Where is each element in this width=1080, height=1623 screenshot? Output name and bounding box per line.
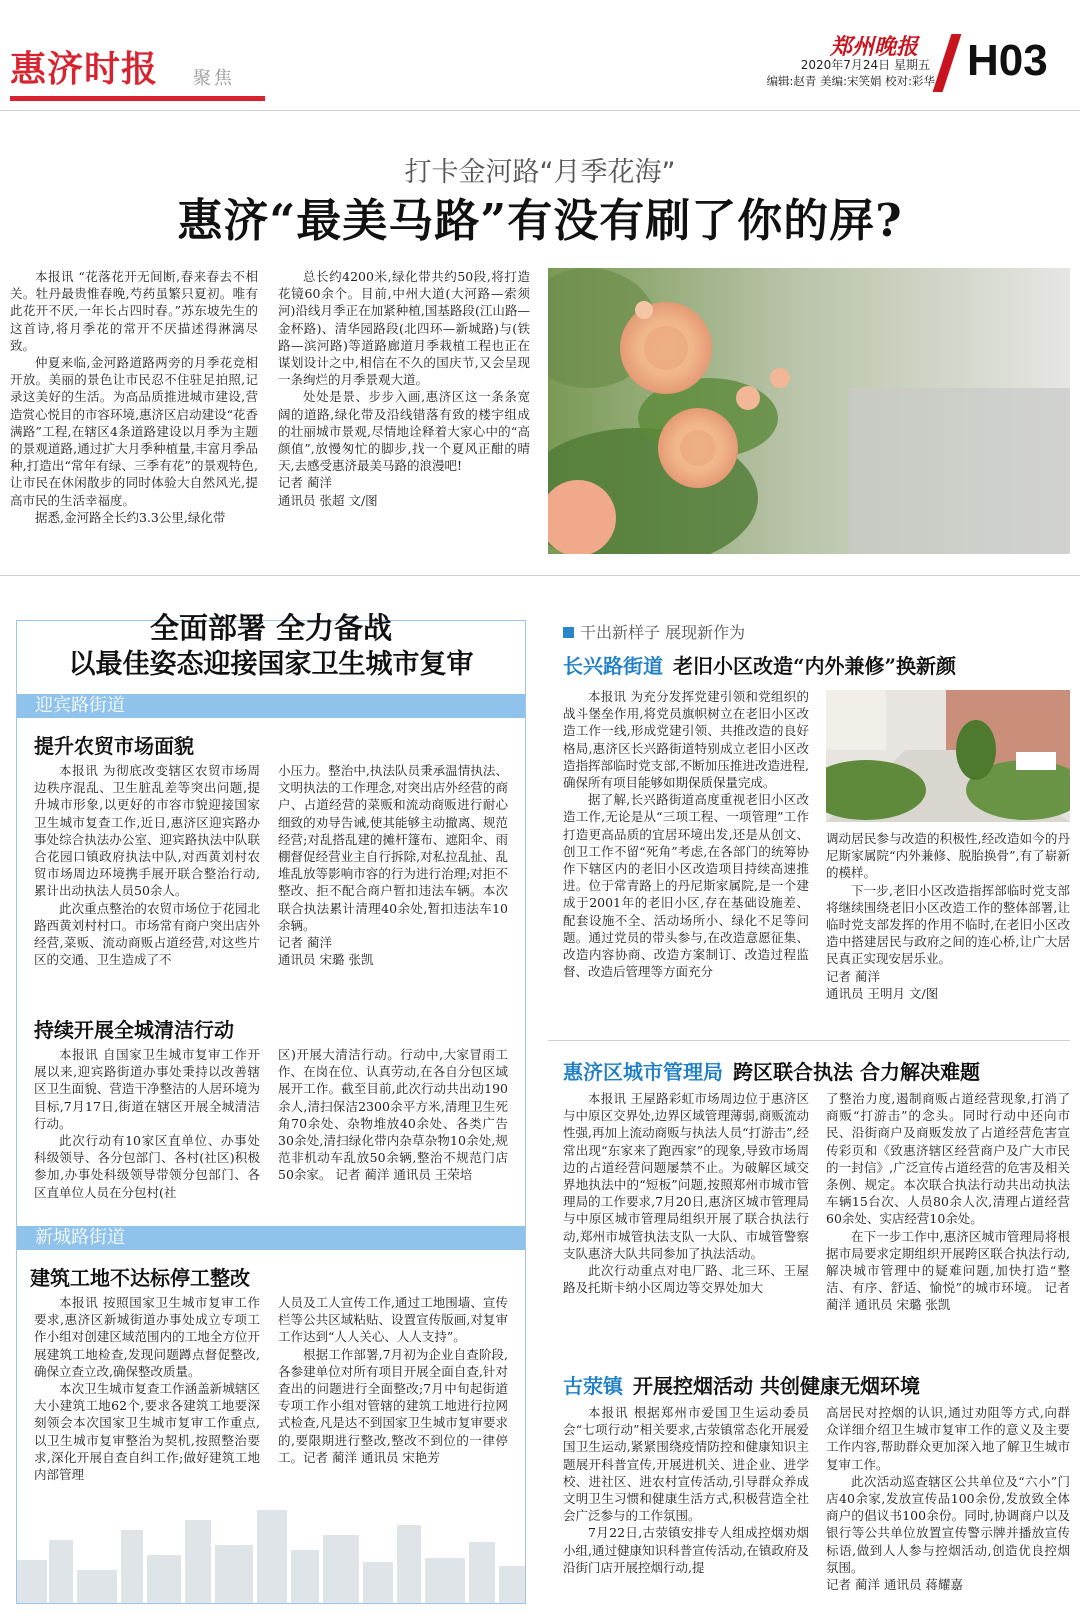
courtyard-photo bbox=[826, 690, 1070, 822]
paragraph: 仲夏来临,金河路道路两旁的月季花竞相开放。美丽的景色让市民忍不住驻足拍照,记录这美好的生活。为高品质推进城市建设,营造赏心悦目的市容环境,惠济区启动建设“花香满路”工程,在辖区4条道路建设以月季为主题的景观道路,通过扩大月季种植量,丰富月季品种,打造出“常年有绿、三季有花”的景观特色,让市民在休闲散步的同时体验大自然风光,提高市民的生活幸福度。 bbox=[10, 355, 258, 508]
urban-column-2 bbox=[826, 1090, 1070, 1340]
lead-headline: 惠济“最美马路”有没有刷了你的屏? bbox=[177, 194, 903, 247]
health-title-line1: 全面部署 全力备战 bbox=[149, 611, 393, 645]
editor-credits: 编辑:赵青 美编:宋笑娟 校对:彩华 bbox=[766, 74, 935, 88]
changxing-column-1 bbox=[563, 688, 809, 1028]
cleanup-column-2 bbox=[278, 1046, 508, 1206]
market-column-2 bbox=[278, 762, 508, 984]
article-headline-changxing bbox=[563, 650, 956, 679]
paragraph: 本次卫生城市复查工作涵盖新城辖区大小建筑工地62个,要求各建筑工地要深刻领会本次国家卫生城市复审工作重点,以卫生城市复审整治为契机,按照整治要求,深化开展自查自纠工作;做好建筑工地内部管理 bbox=[34, 1381, 260, 1483]
article-title: 开展控烟活动 共创健康无烟环境 bbox=[633, 1374, 920, 1398]
paragraph: 人员及工人宣传工作,通过工地围墙、宣传栏等公共区域粘贴、设置宣传版画,对复审工作达到“人人关心、人人支持”。 bbox=[278, 1295, 508, 1345]
health-title-line2: 以最佳姿态迎接国家卫生城市复审 bbox=[68, 649, 474, 680]
article-headline-guxing bbox=[563, 1370, 920, 1399]
lead-column-1 bbox=[10, 268, 258, 558]
guxing-column-1 bbox=[563, 1404, 809, 1614]
paragraph: 本报讯 按照国家卫生城市复审工作要求,惠济区新城街道办事处成立专项工作小组对创建区域范围内的工地全方位开展建筑工地检查,发现问题蹲点督促整改,确保立查立改,确保整改质量。 bbox=[34, 1295, 260, 1379]
byline: 通讯员 宋璐 张凯 bbox=[278, 952, 374, 968]
market-column-1 bbox=[34, 762, 260, 984]
paragraph: 此次活动巡查辖区公共单位及“六小”门店40余家,发放宣传品100余份,发放致全体商户的倡议书100余份。同时,协调商户以及银行等公共单位放置宣传警示牌并播放宣传标语,做到人人参与控烟活动,创造优良控烟氛围。 bbox=[826, 1473, 1070, 1575]
rose-photo bbox=[548, 268, 1070, 554]
article-title: 跨区联合执法 合力解决难题 bbox=[733, 1060, 980, 1084]
paragraph: 调动居民参与改造的积极性,经改造如今的丹尼斯家属院“内外兼修、脱胎换骨”,有了崭新的模样。 bbox=[826, 831, 1070, 881]
lead-kicker: 打卡金河路“月季花海” bbox=[404, 157, 676, 188]
issue-date: 2020年7月24日 星期五 bbox=[800, 58, 930, 72]
page-slash-mark bbox=[933, 34, 962, 92]
paragraph: 本报讯 为充分发挥党建引领和党组织的战斗堡垒作用,将党员旗帜树立在老旧小区改造工作一线,形成党建引领、共推改造的良好格局,惠济区长兴路街道特别成立老旧小区改造指挥部临时党支部,不断加压推进改造进程,确保所有项目能够如期保质保量完成。 bbox=[563, 689, 809, 791]
unit-name: 古荥镇 bbox=[563, 1374, 623, 1398]
construction-column-1 bbox=[34, 1294, 260, 1500]
paragraph: 此次行动有10家区直单位、办事处科级领导、各分包部门、各村(社区)积极参加,办事处科级领导带领分包部门、各区直单位人员在分包村(社 bbox=[34, 1133, 260, 1200]
section-band-xincheng: 新城路街道 bbox=[17, 1226, 525, 1250]
section-divider bbox=[0, 575, 1080, 576]
masthead-underline bbox=[10, 96, 265, 101]
article-divider bbox=[548, 1040, 1070, 1041]
paragraph: 在下一步工作中,惠济区城市管理局将根据市局要求定期组织开展跨区联合执法行动,解决城市管理中的疑难问题,加快打造“整洁、有序、舒适、愉悦”的城市环境。 记者 蔺洋 通讯员 宋璐 张凯 bbox=[826, 1228, 1070, 1313]
section-band-yingbin: 迎宾路街道 bbox=[17, 694, 525, 718]
brand-title: 惠济时报 bbox=[10, 48, 159, 90]
column-tag-label: 干出新样子 展现新作为 bbox=[580, 623, 746, 642]
tag-square-icon bbox=[563, 627, 574, 638]
byline: 通讯员 王明月 文/图 bbox=[826, 985, 939, 1001]
paragraph: 本报讯 “花落花开无间断,春来春去不相关。牡丹最贵惟春晚,芍药虽繁只夏初。唯有此花开不厌,一年长占四时春。”苏东坡先生的这首诗,将月季花的常开不厌描述得淋漓尽致。 bbox=[10, 269, 258, 353]
construction-column-2 bbox=[278, 1294, 508, 1500]
cleanup-column-1 bbox=[34, 1046, 260, 1206]
paragraph: 此次重点整治的农贸市场位于花园北路西黄刘村村口。市场常有商户突出店外经营,菜贩、流动商贩占道经营,对这些片区的交通、卫生造成了不 bbox=[34, 900, 260, 968]
byline: 记者 蔺洋 bbox=[278, 475, 332, 491]
paragraph: 根据工作部署,7月初为企业自查阶段,各参建单位对所有项目开展全面自查,针对查出的问题进行全面整改;7月中旬起街道专项工作小组对管辖的建筑工地进行拉网式检查,凡是达不到国家卫生城市复审要求的,要限期进行整改,整改不到位的一律停工。记者 蔺洋 通讯员 宋艳芳 bbox=[278, 1346, 508, 1465]
article-headline-urban bbox=[563, 1056, 980, 1085]
paragraph: 7月22日,古荥镇安排专人组成控烟劝烟小组,通过健康知识科普宣传活动,在镇政府及沿街门店开展控烟行动,提 bbox=[563, 1525, 809, 1575]
changxing-column-2 bbox=[826, 830, 1070, 1028]
page-number: H03 bbox=[967, 36, 1048, 85]
paragraph: 据悉,金河路全长约3.3公里,绿化带 bbox=[35, 509, 226, 525]
urban-column-1 bbox=[563, 1090, 809, 1340]
subhead-market: 提升农贸市场面貌 bbox=[34, 734, 194, 758]
paragraph: 本报讯 为彻底改变辖区农贸市场周边秩序混乱、卫生脏乱差等突出问题,提升城市形象,以更好的市容市貌迎接国家卫生城市复查工作,近日,惠济区迎宾路办事处综合执法办公室、迎宾路执法中队联合花园口镇政府执法中队,对西黄刘村农贸市场周边环境携手展开联合整治行动,累计出动执法人员50余人。 bbox=[34, 763, 260, 899]
paragraph: 总长约4200米,绿化带共约50段,将打造花镜60余个。目前,中州大道(大河路—索须河)沿线月季正在加紧种植,国基路段(江山路—金杯路)、清华园路段(北四环—新城路)与(铁路—滨河路)等道路廊道月季栽植工程也正在谋划设计之中,相信在不久的国庆节,又会呈现一条绚烂的月季景观大道。 bbox=[278, 269, 530, 388]
paragraph: 高居民对控烟的认识,通过劝阻等方式,向群众详细介绍卫生城市复审工作的意义及主要工作内容,帮助群众更加深入地了解卫生城市复审工作。 bbox=[826, 1405, 1070, 1472]
column-tag bbox=[563, 620, 745, 643]
paragraph: 本报讯 根据郑州市爱国卫生运动委员会“七项行动”相关要求,古荥镇常态化开展爱国卫生运动,紧紧围绕疫情防控和健康知识主题展开科普宣传,开展进机关、进企业、进学校、进社区、进农村宣传活动,引导群众养成文明卫生习惯和健康生活方式,积极营造全社会广泛参与的工作氛围。 bbox=[563, 1405, 809, 1524]
paragraph: 下一步,老旧小区改造指挥部临时党支部将继续围绕老旧小区改造工作的整体部署,让临时党支部发挥的作用不临时,在老旧小区改造中搭建居民与政府之间的连心桥,让广大居民真正实现安居乐业。 bbox=[826, 882, 1070, 967]
paragraph: 本报讯 自国家卫生城市复审工作开展以来,迎宾路街道办事处秉持以改善辖区卫生面貌、营造干净整洁的人居环境为目标,7月17日,街道在辖区开展全城清洁行动。 bbox=[34, 1047, 260, 1131]
paragraph: 本报讯 王屋路彩虹市场周边位于惠济区与中原区交界处,边界区域管理薄弱,商贩流动性强,再加上流动商贩与执法人员“打游击”,经常出现“东家来了跑西家”的现象,导致市场周边的占道经营问题屡禁不止。为破解区域交界地执法中的“短板”问题,按照郑州市城市管理局的工作要求,7月20日,惠济区城市管理局与中原区城市管理局组织开展了联合执法行动,郑州市城管执法支队一大队、市城管警察支队惠济大队共同参加了执法活动。 bbox=[563, 1091, 809, 1261]
article-title: 老旧小区改造“内外兼修”换新颜 bbox=[673, 654, 957, 678]
unit-name: 长兴路街道 bbox=[563, 654, 663, 678]
subhead-cleanup: 持续开展全城清洁行动 bbox=[34, 1018, 234, 1042]
section-label: 聚焦 bbox=[193, 68, 235, 89]
byline: 记者 蔺洋 通讯员 蒋耀嘉 bbox=[826, 1577, 963, 1593]
guxing-column-2 bbox=[826, 1404, 1070, 1614]
paragraph: 小压力。整治中,执法队员秉承温情执法、文明执法的工作理念,对突出店外经营的商户、占道经营的菜贩和流动商贩进行耐心细致的劝导告诫,使其能够主动撤离、规范经营;对乱搭乱建的摊杆篷布、遮阳伞、雨棚督促经营业主自行拆除,对私拉乱扯、乱堆乱放等影响市容的行为进行治理;对拒不整改、拒不配合商户暂扣违法车辆。本次联合执法累计清理40余处,暂扣违法车10余辆。 bbox=[278, 763, 508, 933]
skyline-illustration bbox=[17, 1500, 525, 1603]
subhead-construction: 建筑工地不达标停工整改 bbox=[30, 1266, 250, 1290]
unit-name: 惠济区城市管理局 bbox=[563, 1060, 723, 1084]
masthead-divider bbox=[0, 110, 1080, 111]
lead-column-2 bbox=[278, 268, 530, 558]
paper-logo: 郑州晚报 bbox=[830, 34, 919, 60]
byline: 记者 蔺洋 bbox=[278, 935, 332, 951]
paragraph: 此次行动重点对电厂路、北三环、王屋路及托斯卡纳小区周边等交界处加大 bbox=[563, 1263, 809, 1296]
paragraph: 据了解,长兴路街道高度重视老旧小区改造工作,无论是从“三项工程、一项管理”工作打造更高品质的宜居环境出发,还是从创文、创卫工作不留“死角”考虑,在各部门的统筹协作下辖区内的老旧小区改造项目持续高速推进。位于常青路上的丹尼斯家属院,是一个建成于2001年的老旧小区,存在基础设施差、配套设施不全、活动场所小、绿化不足等问题。通过党员的带头参与,在改造意愿征集、改造内容协商、改造方案制订、改造过程监督、改造后管理等方面充分 bbox=[563, 792, 809, 980]
byline: 记者 蔺洋 bbox=[826, 968, 880, 984]
byline: 通讯员 张超 文/图 bbox=[278, 492, 378, 508]
paragraph: 了整治力度,遏制商贩占道经营现象,打消了商贩“打游击”的念头。同时行动中还向市民、沿街商户及商贩发放了占道经营危害宣传彩页和《致惠济辖区经营商户及广大市民的一封信》,广泛宣传占道经营的危害及相关条例、规定。本次联合执法行动共出动执法车辆15台次、人员80余人次,清理占道经营60余处、实店经营10余处。 bbox=[826, 1091, 1070, 1227]
paragraph: 区)开展大清洁行动。行动中,大家冒雨工作、在岗在位、认真劳动,在各自分包区域展开工作。截至目前,此次行动共出动190余人,清扫保洁2300余平方米,清理卫生死角70余处、杂物堆放40余处、各类广告30余处,清扫绿化带内杂草杂物10余处,规范非机动车乱放50余辆,整治不规范门店50余家。 记者 蔺洋 通讯员 王荣培 bbox=[278, 1047, 508, 1183]
paragraph: 处处是景、步步入画,惠济区这一条条宽阔的道路,绿化带及沿线错落有致的楼宇组成的壮丽城市景观,尽情地诠释着大家心中的“高颜值”,放慢匆忙的脚步,找一个夏风正酣的晴天,去感受惠济最美马路的浪漫吧! bbox=[278, 389, 530, 474]
